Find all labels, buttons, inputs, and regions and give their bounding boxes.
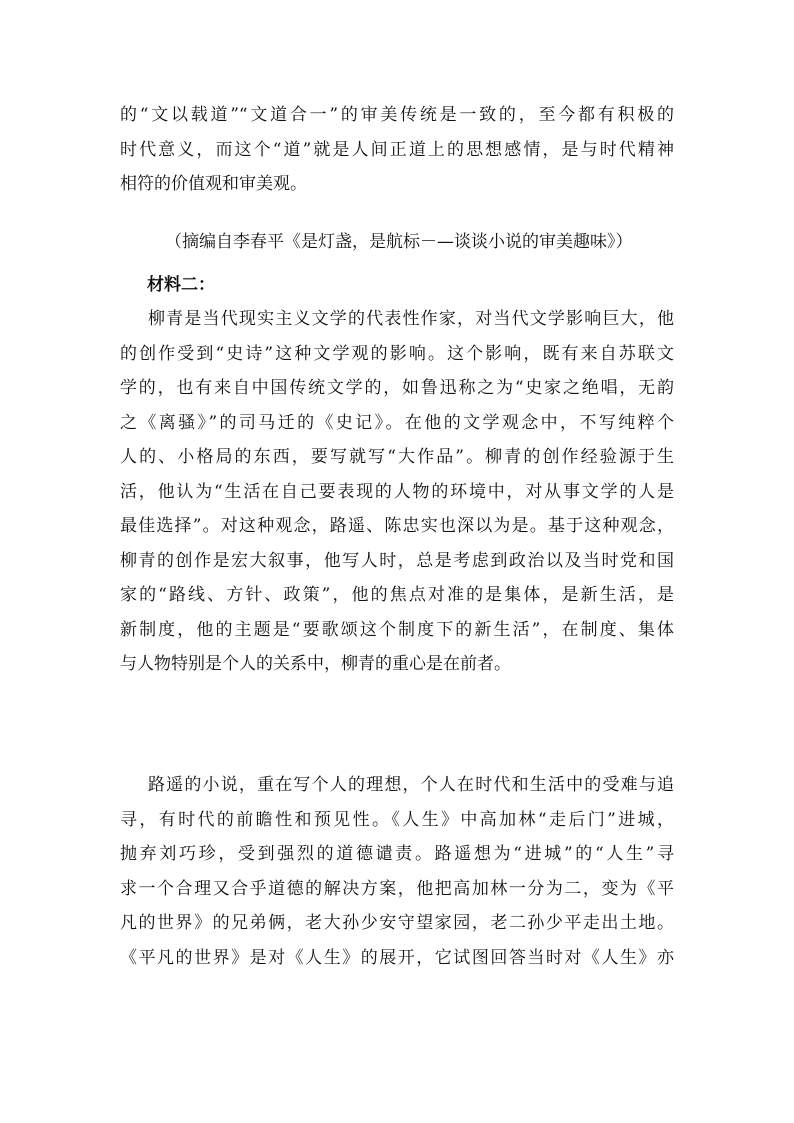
text-line: 路遥的小说，重在写个人的理想，个人在时代和生活中的受难与追 [148,775,674,795]
text-line: 人的、小格局的东西，要写就写“大作品”。柳青的创作经验源于生 [120,447,674,467]
text-line: 的创作受到“史诗”这种文学观的影响。这个影响，既有来自苏联文 [120,343,674,364]
text-line: 寻，有时代的前瞻性和预见性。《人生》中高加林“走后门”进城， [120,809,674,830]
text-line: 学的，也有来自中国传统文学的，如鲁迅称之为“史家之绝唱，无韵 [120,378,674,398]
text-line: 活，他认为“生活在自己要表现的人物的环境中，对从事文学的人是 [120,481,674,502]
text-line: 新制度，他的主题是“要歌颂这个制度下的新生活”，在制度、集体 [120,619,674,640]
paragraph-1 [120,98,674,202]
text-line: 与人物特别是个人的关系中，柳青的重心是在前者。 [120,654,511,674]
paragraph-2 [120,302,674,682]
source-citation: （摘编自李春平《是灯盏，是航标－—谈谈小说的审美趣味》） [165,232,633,252]
text-line: 最佳选择”。对这种观念，路遥、陈忠实也深以为是。基于这种观念， [120,516,674,536]
text-line: 的“文以载道”“文道合一”的审美传统是一致的，至今都有积极的 [120,105,674,125]
text-line: 凡的世界》的兄弟俩，老大孙少安守望家园，老二孙少平走出土地。 [120,913,674,933]
text-line: 之《离骚》”的司马迁的《史记》。在他的文学观念中，不写纯粹个 [120,412,674,433]
text-line: 求一个合理又合乎道德的解决方案，他把高加林一分为二，变为《平 [120,878,674,899]
text-line: 家的“路线、方针、政策”，他的焦点对准的是集体，是新生活，是 [120,585,674,605]
text-line: 相符的价值观和审美观。 [120,174,307,194]
text-line: 《平凡的世界》是对《人生》的展开，它试图回答当时对《人生》亦 [120,947,674,968]
text-line: 柳青的创作是宏大叙事，他写人时，总是考虑到政治以及当时党和国 [120,550,674,571]
paragraph-3 [120,768,674,975]
text-line: 时代意义，而这个“道”就是人间正道上的思想感情，是与时代精神 [120,139,674,160]
text-line: 抛弃刘巧珍，受到强烈的道德谴责。路遥想为“进城”的“人生”寻 [120,844,674,864]
section-title: 材料二： [147,275,215,295]
text-line: 柳青是当代现实主义文学的代表性作家，对当代文学影响巨大，他 [148,309,674,329]
